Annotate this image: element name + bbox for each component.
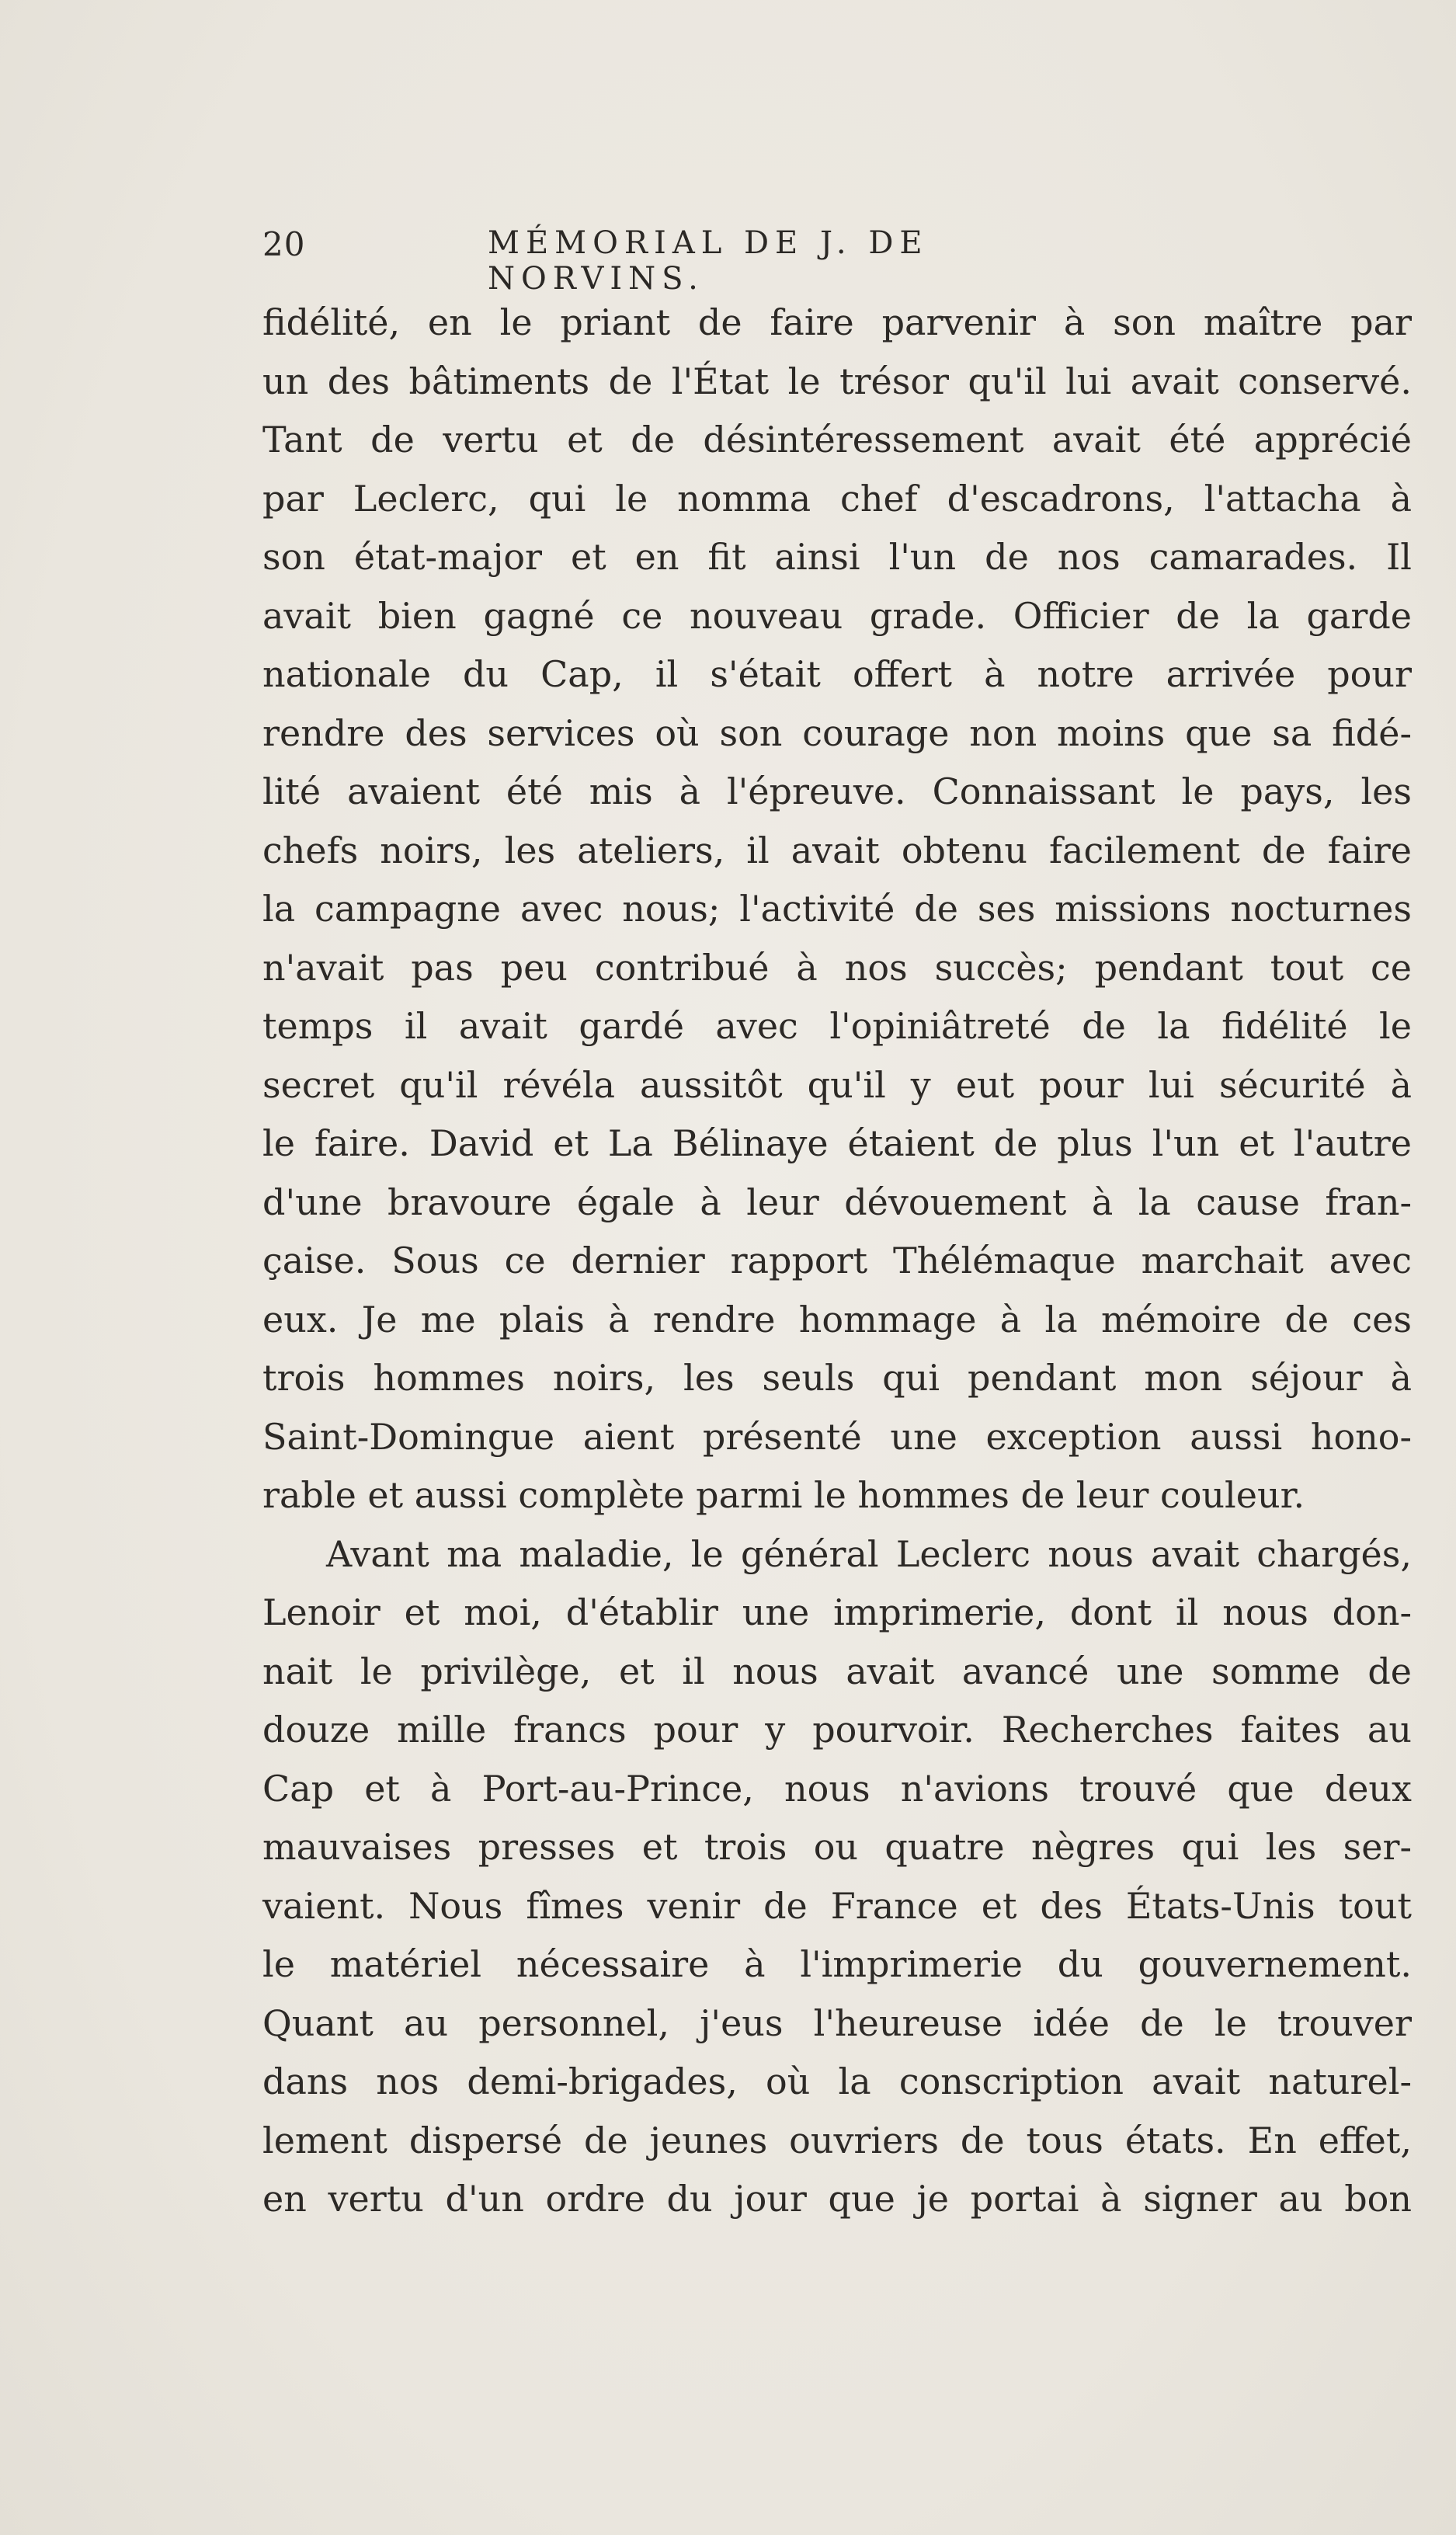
text-line: fidélité, en le priant de faire parvenir à son maître par xyxy=(262,301,1412,343)
text-line: lité avaient été mis à l'épreuve. Connaissant le pays, les xyxy=(262,770,1412,812)
text-line: Saint-Domingue aient présenté une exception aussi hono- xyxy=(262,1415,1412,1458)
body-text xyxy=(262,294,1412,2229)
text-line: d'une bravoure égale à leur dévouement à la cause fran- xyxy=(262,1181,1412,1223)
text-line: en vertu d'un ordre du jour que je portai à signer au bon xyxy=(262,2178,1412,2220)
text-line: çaise. Sous ce dernier rapport Thélémaque marchait avec xyxy=(262,1240,1412,1281)
text-line: chefs noirs, les ateliers, il avait obtenu facilement de faire xyxy=(262,829,1412,871)
text-line: Lenoir et moi, d'établir une imprimerie, dont il nous don- xyxy=(262,1591,1412,1633)
text-line: par Leclerc, qui le nomma chef d'escadrons, l'attacha à xyxy=(262,477,1412,520)
text-line: temps il avait gardé avec l'opiniâtreté de la fidélité le xyxy=(262,1005,1412,1047)
text-line-paragraph-start: Avant ma maladie, le général Leclerc nous avait chargés, xyxy=(326,1532,1412,1575)
text-line: lement dispersé de jeunes ouvriers de tous états. En effet, xyxy=(262,2119,1412,2161)
text-line: rendre des services où son courage non moins que sa fidé- xyxy=(262,711,1412,754)
text-line: nait le privilège, et il nous avait avancé une somme de xyxy=(262,1650,1412,1692)
running-head xyxy=(262,225,1157,297)
text-line: dans nos demi-brigades, où la conscription avait naturel- xyxy=(262,2060,1412,2102)
text-line: un des bâtiments de l'État le trésor qu'il lui avait conservé. xyxy=(262,360,1412,402)
text-line: douze mille francs pour y pourvoir. Recherches faites au xyxy=(262,1709,1412,1751)
text-line: son état-major et en fit ainsi l'un de nos camarades. Il xyxy=(262,536,1412,578)
text-line: nationale du Cap, il s'était offert à notre arrivée pour xyxy=(262,653,1412,695)
text-line-paragraph-end: rable et aussi complète parmi le hommes de leur couleur. xyxy=(262,1474,1305,1516)
text-line: Quant au personnel, j'eus l'heureuse idée de le trouver xyxy=(262,2001,1412,2044)
text-line: eux. Je me plais à rendre hommage à la mémoire de ces xyxy=(262,1298,1412,1341)
text-line: la campagne avec nous; l'activité de ses missions nocturnes xyxy=(262,888,1412,930)
text-line: n'avait pas peu contribué à nos succès; pendant tout ce xyxy=(262,946,1412,989)
text-line: secret qu'il révéla aussitôt qu'il y eut pour lui sécurité à xyxy=(262,1063,1412,1106)
text-line: mauvaises presses et trois ou quatre nègres qui les ser- xyxy=(262,1826,1412,1868)
text-line: avait bien gagné ce nouveau grade. Officier de la garde xyxy=(262,594,1412,637)
text-line: Cap et à Port-au-Prince, nous n'avions trouvé que deux xyxy=(262,1767,1412,1810)
text-line: vaient. Nous fîmes venir de France et des États-Unis tout xyxy=(262,1884,1412,1927)
text-line: Tant de vertu et de désintéressement avait été apprécié xyxy=(262,419,1412,461)
text-line: le matériel nécessaire à l'imprimerie du gouvernement. xyxy=(262,1943,1412,1985)
page-number: 20 xyxy=(262,225,306,263)
text-line: trois hommes noirs, les seuls qui pendant mon séjour à xyxy=(262,1357,1412,1399)
text-line: le faire. David et La Bélinaye étaient de plus l'un et l'autre xyxy=(262,1122,1412,1164)
running-title: MÉMORIAL DE J. DE NORVINS. xyxy=(488,225,929,297)
